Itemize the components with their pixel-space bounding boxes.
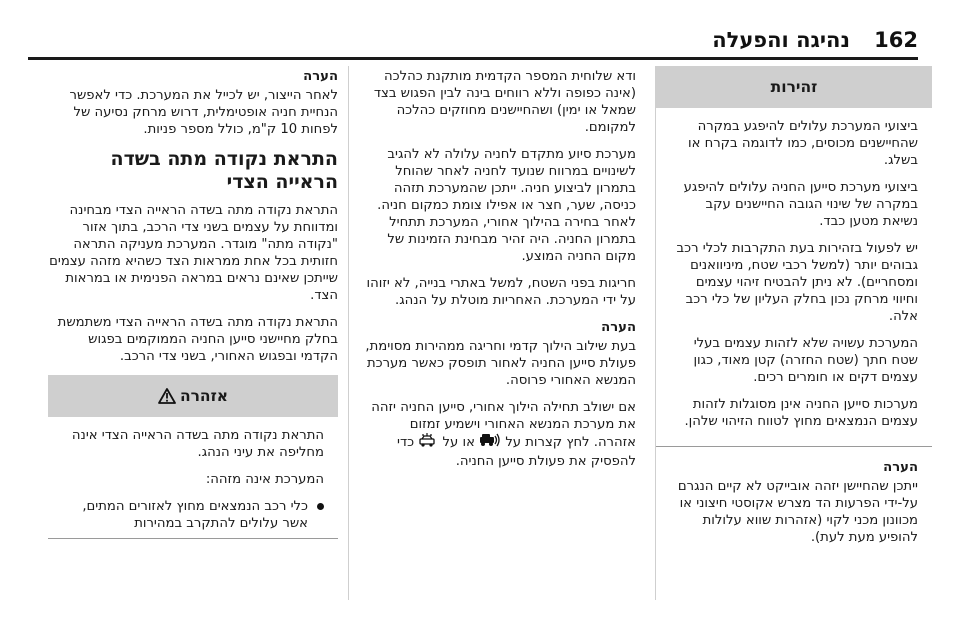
- warning-title-text: אזהרה: [179, 386, 229, 405]
- note-title: הערה: [601, 320, 636, 335]
- page-number: 162: [874, 28, 918, 52]
- note-text-fragment: או על: [442, 435, 475, 450]
- note-title: הערה: [883, 460, 918, 475]
- warning-paragraph: התראת נקודה מתה בשדה הראייה הצדי אינה מחליפה את עיני הנהג.: [71, 428, 324, 460]
- body-paragraph: מערכת סיוע מתקדם לחניה עלולה לא להגיב לשינויים במרווח שנועד לחניה לאחר שהוחל בתמרון לביצוע חניה. ייתכן שהמערכת תזהה כניסה, שער, חצר או אפילו צומת כמקום חניה. לאחר בחירה בהילוך אחורי, המערכת תתחיל בתמרון החניה. היה זהיר מבחינת הזמינות של מקום החניה המוצע.: [377, 147, 636, 264]
- note-title: הערה: [303, 69, 338, 84]
- warning-box-body: [48, 417, 338, 538]
- note-text: ייתכן שהחיישן יזהה אובייקט לא קיים הנגרם על-ידי הפרעות הד מצרש אקוסטי חיצוני או מכוונון מכני לקוי (אזהרות שווא עלולות להופיע מעת לעת).: [677, 479, 918, 545]
- left-column: [48, 68, 338, 539]
- chapter-title: נהיגה והפעלה: [712, 28, 850, 52]
- middle-column: [364, 68, 636, 480]
- section-heading: התראת נקודה מתה בשדה הראייה הצדי: [110, 148, 338, 193]
- body-paragraph: התראת נקודה מתה בשדה הראייה הצדי מבחינה ומדווחת על עצמים בשני צדי הרכב, בתוך אזור "נקודה מתה" מוגדר. המערכת מעניקה התראה חזותית בכל אחת ממראות הצד כשהיא מזהה עצמים שייתכן שאינם נראים במראה הפנימית או במראות הצד.: [49, 203, 338, 303]
- warning-box: [48, 375, 338, 539]
- column-divider: [348, 66, 349, 600]
- caution-paragraph: יש לפעול בזהירות בעת התקרבות לכלי רכב גבוהים יותר (למשל רכבי שטח, מיניוואנים ומסחריים). לא ניתן להבטיח זיהוי עצמים וחיווי מרחק נכון בחלק העליון של כלי רכב אלה.: [676, 241, 918, 324]
- bullet-text: כלי רכב הנמצאים מחוץ לאזורים המתים, אשר עלולים להתקרב במהירות: [82, 499, 308, 531]
- header-rule: [28, 57, 918, 60]
- note-text-fragment: כדי להפסיק את פעולת סייען החניה.: [397, 435, 636, 469]
- park-assist-button-icon: [479, 433, 501, 453]
- body-paragraph: התראת נקודה מתה בשדה הראייה הצדי משתמשת בחלק מחיישני סייען החניה הממוקמים בפגוש הקדמי ובפגוש האחורי, בשני צדי הרכב.: [57, 315, 338, 364]
- park-assist-alt-button-icon: [418, 433, 438, 453]
- warning-box-title: [48, 375, 338, 417]
- warning-bullet-list: [62, 498, 324, 532]
- warning-triangle-icon: [158, 388, 176, 404]
- bullet-dot: [317, 503, 324, 510]
- caution-box: [656, 66, 932, 447]
- caution-title-text: זהירות: [770, 77, 818, 96]
- column-divider: [655, 66, 656, 600]
- caution-paragraph: מערכות סייען החניה אינן מסוגלות לזהות עצמים הנמצאים מחוץ לטווח הזיהוי שלהן.: [684, 397, 918, 429]
- note-paragraph-with-icons: [364, 399, 636, 470]
- warning-paragraph: המערכת אינה מזהה:: [205, 472, 324, 487]
- caution-paragraph: ביצועי מערכת סייען החניה עלולים להיפגע במקרה של שינוי הגובה החיישנים עקב נשיאת מטען כבד.: [683, 180, 918, 229]
- body-paragraph: ודא שלוחית המספר הקדמית מותקנת כהלכה (אינה כפופה וללא רווחים בינה לבין הפגוש בצד שמאל או ימין) ושהחיישנים מחוזקים כהלכה למקומם.: [373, 69, 636, 135]
- caution-box-title: [656, 66, 932, 108]
- caution-box-body: [656, 108, 932, 446]
- caution-paragraph: המערכת עשויה שלא לזהות עצמים בעלי שטח חתך (שטח החזרה) קטן מאוד, כגון עצמים דקים או חומרים רכים.: [693, 336, 918, 385]
- caution-paragraph: ביצועי המערכת עלולים להיפגע במקרה שהחיישנים מכוסים, כמו לדוגמה בקרח או בשלג.: [688, 119, 918, 168]
- right-column: [656, 66, 932, 556]
- body-paragraph: חריגות בפני השטח, למשל באתרי בנייה, לא יזוהו על ידי המערכת. האחריות מוטלת על הנהג.: [366, 276, 636, 308]
- note-paragraph: בעת שילוב הילוך קדמי וחריגה ממהירות מסוימת, פעולת סייען החניה לאחור תופסק כאשר מערכת המנשא האחורי פרוסה.: [365, 339, 636, 388]
- note-text: לאחר הייצור, יש לכייל את המערכת. כדי לאפשר הנחיית חניה אופטימלית, דרוש מרחק נסיעה של לפחות 10 ק"מ, כולל מספר פניות.: [69, 88, 338, 137]
- warning-bullet-item: [62, 498, 324, 532]
- page-header: [0, 0, 960, 64]
- note-text-fragment: אם ישולב תחילה הילוך אחורי, סייען החניה יזהה את מערכת המנשא האחורי וישמיע זמזום אזהרה. לחץ קצרות על: [371, 400, 636, 450]
